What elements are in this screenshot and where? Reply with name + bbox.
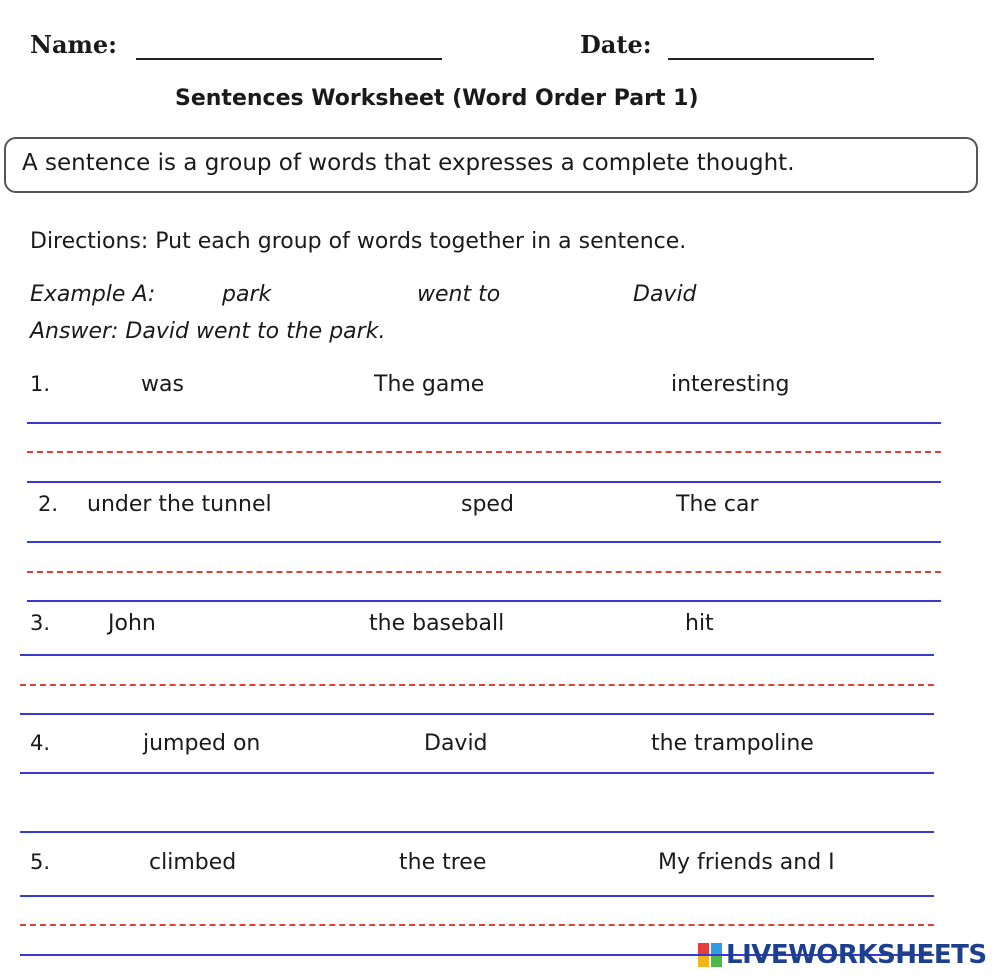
date-label: Date:: [580, 30, 652, 59]
item-1-mid-line: [27, 451, 941, 453]
item-3-number: 3.: [30, 611, 51, 635]
example-label: Example A:: [30, 282, 156, 307]
date-blank[interactable]: [668, 58, 874, 60]
item-4-top-line[interactable]: [20, 772, 934, 774]
directions-text: Directions: Put each group of words together in a sentence.: [30, 229, 687, 254]
item-4-number: 4.: [30, 731, 51, 755]
example-word-1: park: [222, 282, 272, 307]
item-2-mid-line: [27, 571, 941, 573]
item-3-word-2: the baseball: [369, 611, 505, 636]
item-4-word-2: David: [424, 731, 488, 756]
item-1-word-1: was: [141, 372, 184, 397]
logo-blocks-icon: [698, 943, 722, 967]
item-2-word-3: The car: [676, 492, 759, 517]
worksheet-title: Sentences Worksheet (Word Order Part 1): [175, 86, 699, 111]
item-5-word-3: My friends and I: [658, 850, 835, 875]
example-word-3: David: [633, 282, 697, 307]
item-1-word-2: The game: [374, 372, 485, 397]
watermark-text: LIVEWORKSHEETS: [726, 940, 987, 970]
name-label: Name:: [30, 30, 118, 59]
item-1-number: 1.: [30, 372, 51, 396]
item-2-word-1: under the tunnel: [87, 492, 272, 517]
item-2-top-line[interactable]: [27, 541, 941, 543]
item-3-top-line[interactable]: [20, 654, 934, 656]
item-3-mid-line: [20, 684, 934, 686]
item-5-word-1: climbed: [149, 850, 237, 875]
item-4-base-line[interactable]: [20, 831, 934, 833]
item-4-word-3: the trampoline: [651, 731, 814, 756]
item-4-word-1: jumped on: [143, 731, 261, 756]
item-3-word-3: hit: [685, 611, 714, 636]
item-5-top-line[interactable]: [20, 895, 934, 897]
item-1-base-line[interactable]: [27, 481, 941, 483]
item-2-number: 2.: [38, 492, 59, 516]
item-2-base-line[interactable]: [27, 600, 941, 602]
item-1-top-line[interactable]: [27, 422, 941, 424]
item-5-number: 5.: [30, 850, 51, 874]
item-2-word-2: sped: [461, 492, 514, 517]
definition-text: A sentence is a group of words that expresses a complete thought.: [22, 150, 795, 176]
example-answer: Answer: David went to the park.: [30, 319, 386, 344]
item-3-word-1: John: [108, 611, 156, 636]
example-word-2: went to: [417, 282, 501, 307]
item-5-word-2: the tree: [399, 850, 487, 875]
item-3-base-line[interactable]: [20, 713, 934, 715]
item-5-mid-line: [20, 924, 934, 926]
item-1-word-3: interesting: [671, 372, 790, 397]
name-blank[interactable]: [136, 58, 442, 60]
